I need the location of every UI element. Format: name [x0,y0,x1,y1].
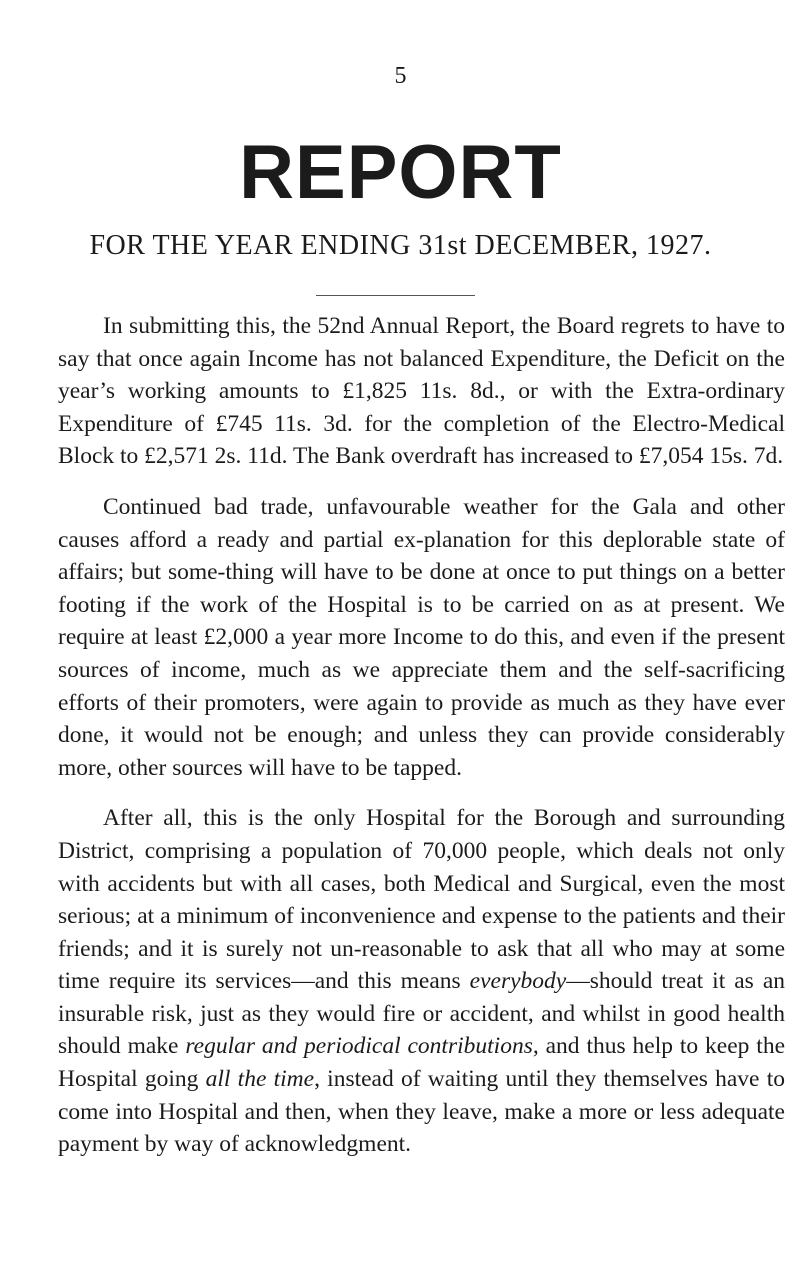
report-subtitle: FOR THE YEAR ENDING 31st DECEMBER, 1927. [89,230,712,261]
page-number: 5 [394,63,407,89]
paragraph-text: After all, this is the only Hospital for the Borough and surrounding District, comprising a population of 70,000 people, which deals not only with accidents but with all cases, both Medical and Surgical, even the most serious; at a minimum of inconvenience and expense to the patients and their friends; and it is surely not un-reasonable to ask that all who may at some time require its services—and this means [58,805,785,995]
report-body [58,310,785,1161]
report-title: REPORT [239,130,562,215]
paragraph-text: —should treat it as an insurable risk, just as they would fire or accident, and whilst in good health should make [58,968,785,1060]
paragraph-only-hospital [58,802,785,1161]
paragraph-bad-trade: Continued bad trade, unfavourable weather for the Gala and other causes afford a ready and partial ex-planation for this deplorable state of affairs; but some-thing will have to be done at once to put things on a better footing if the work of the Hospital is to be carried on as at present. We require at least £2,000 a year more Income to do this, and even if the present sources of income, much as we appreciate them and the self-sacrificing efforts of their promoters, were again to provide as much as they have ever done, it would not be enough; and unless they can provide considerably more, other sources will have to be tapped. [58,493,785,781]
emphasis-regular-contributions: regular and periodical contributions [185,1033,533,1060]
title-divider [316,295,475,296]
paragraph-text: , instead of waiting until they themselves have to come into Hospital and then, when they leave, make a more or less adequate payment by way of acknowledgment. [58,1066,785,1158]
emphasis-everybody: everybody [469,968,567,995]
emphasis-all-the-time: all the time [205,1066,315,1093]
paragraph-text: , and thus help to keep the Hospital going [58,1033,786,1093]
paragraph-deficit: In submitting this, the 52nd Annual Report, the Board regrets to have to say that once again Income has not balanced Expenditure, the Deficit on the year’s working amounts to £1,825 11s. 8d., or with the Extra-ordinary Expenditure of £745 11s. 3d. for the completion of the Electro-Medical Block to £2,571 2s. 11d. The Bank overdraft has increased to £7,054 15s. 7d. [58,313,785,470]
